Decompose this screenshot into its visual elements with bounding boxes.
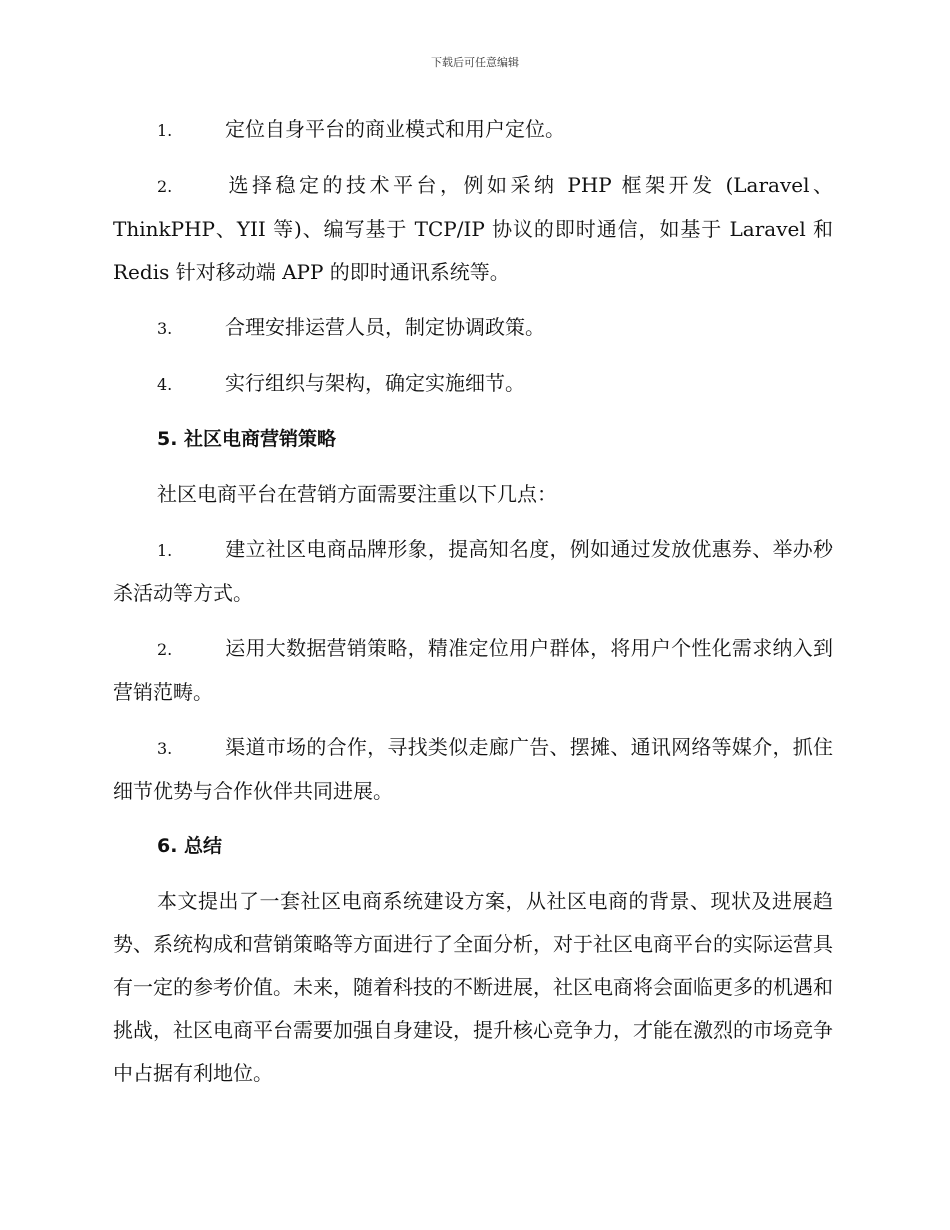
list-item — [113, 528, 833, 615]
list-number: 2. — [157, 640, 173, 659]
list-number: 1. — [157, 121, 173, 140]
list-text: 渠道市场的合作，寻找类似走廊广告、摆摊、通讯网络等媒介，抓住细节优势与合作伙伴共同进展。 — [113, 735, 833, 803]
section-heading-summary: 6. 总结 — [157, 835, 223, 857]
list-text: 合理安排运营人员，制定协调政策。 — [225, 315, 545, 339]
list-text: 实行组织与架构，确定实施细节。 — [225, 371, 525, 395]
list-item — [113, 108, 833, 152]
summary-paragraph: 本文提出了一套社区电商系统建设方案，从社区电商的背景、现状及进展趋势、系统构成和营销策略等方面进行了全面分析，对于社区电商平台的实际运营具有一定的参考价值。未来，随着科技的不断进展，社区电商将会面临更多的机遇和挑战，社区电商平台需要加强自身建设，提升核心竞争力，才能在激烈的市场竞争中占据有利地位。 — [113, 889, 833, 1085]
list-text: 定位自身平台的商业模式和用户定位。 — [225, 117, 565, 141]
list-item — [113, 627, 833, 714]
list-item — [113, 164, 833, 294]
section-intro: 社区电商平台在营销方面需要注重以下几点： — [157, 482, 557, 506]
list-text: 选择稳定的技术平台，例如采纳 PHP 框架开发 (Laravel、ThinkPHP、YII 等)、编写基于 TCP/IP 协议的即时通信，如基于 Laravel 和 Redis 针对移动端 APP 的即时通讯系统等。 — [113, 173, 833, 284]
list-text: 建立社区电商品牌形象，提高知名度，例如通过发放优惠券、举办秒杀活动等方式。 — [113, 537, 833, 605]
section-heading-marketing: 5. 社区电商营销策略 — [157, 428, 337, 450]
list-text: 运用大数据营销策略，精准定位用户群体，将用户个性化需求纳入到营销范畴。 — [113, 636, 833, 704]
document-body — [113, 108, 833, 1107]
list-number: 3. — [157, 319, 173, 338]
page-header: 下载后可任意编辑 — [431, 56, 519, 69]
list-number: 2. — [157, 177, 173, 196]
list-number: 4. — [157, 375, 173, 394]
list-item — [113, 306, 833, 350]
list-item — [113, 362, 833, 406]
list-item — [113, 726, 833, 813]
list-number: 1. — [157, 541, 173, 560]
list-number: 3. — [157, 739, 173, 758]
